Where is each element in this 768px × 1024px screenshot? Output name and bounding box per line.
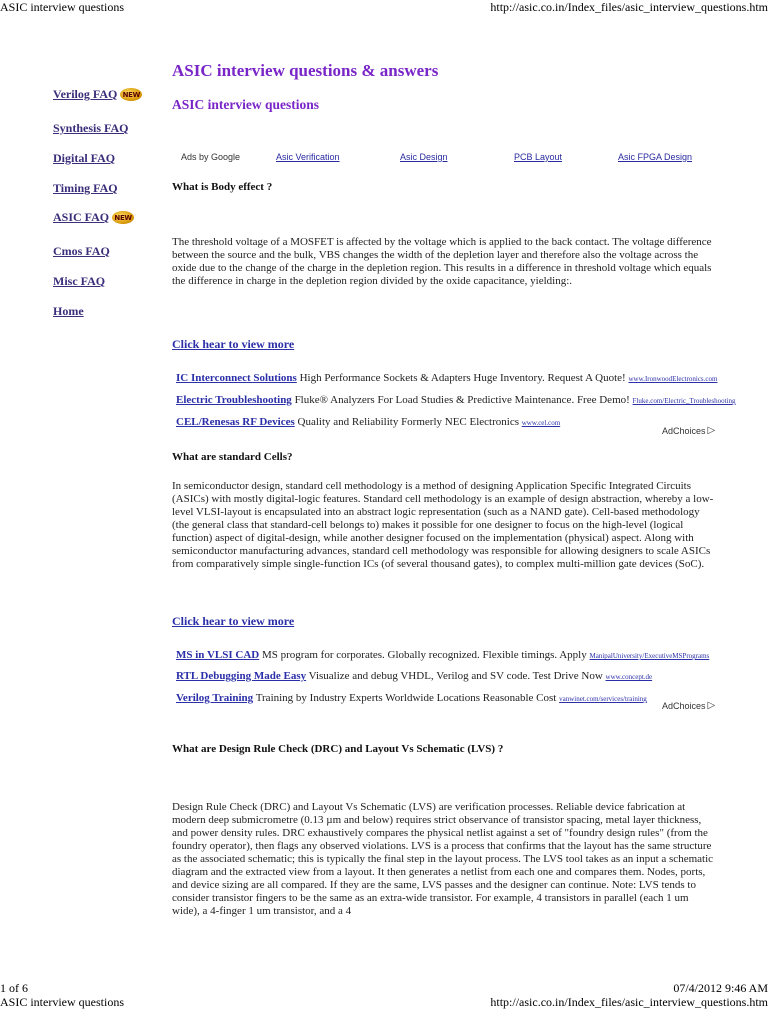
nav-link-digital-faq[interactable]: Digital FAQ [53, 151, 116, 165]
nav-link-synthesis-faq[interactable]: Synthesis FAQ [53, 121, 129, 135]
question-heading: What is Body effect ? [172, 181, 273, 193]
ads-bar-link[interactable]: Asic Verification [276, 152, 340, 162]
adchoices-label: AdChoices [662, 425, 706, 436]
nav-item-synthesis-faq [53, 121, 128, 136]
nav-item-digital-faq [53, 151, 115, 166]
question-heading: What are standard Cells? [172, 451, 293, 463]
ads-bar-link[interactable]: Asic Design [400, 152, 448, 162]
nav-item-cmos-faq [53, 244, 110, 259]
ads-bar-link[interactable]: Asic FPGA Design [618, 152, 693, 162]
nav-link-asic-faq[interactable]: ASIC FAQ [53, 210, 110, 224]
ad-text: MS program for corporates. Globally recognized. Flexible timings. Apply [262, 649, 587, 661]
page-subtitle: ASIC interview questions [172, 97, 320, 112]
print-footer-page: 1 of 6 [0, 981, 28, 995]
ad-title-link[interactable]: RTL Debugging Made Easy [176, 670, 307, 682]
ad-text: Visualize and debug VHDL, Verilog and SV code. Test Drive Now [308, 670, 603, 682]
nav-item-misc-faq [53, 274, 105, 289]
nav-link-cmos-faq[interactable]: Cmos FAQ [53, 244, 110, 258]
ads-bar-label: Ads by Google [181, 152, 241, 162]
ad-url-link[interactable]: www.cel.com [521, 419, 561, 427]
nav-item-verilog-faq [53, 87, 142, 102]
ad-line [176, 416, 560, 428]
ad-title-link[interactable]: Electric Troubleshooting [176, 394, 292, 406]
nav-link-verilog-faq[interactable]: Verilog FAQ [53, 87, 118, 101]
ad-text: Training by Industry Experts Worldwide Locations Reasonable Cost [255, 692, 557, 704]
ad-line [176, 692, 647, 704]
print-footer-datetime: 07/4/2012 9:46 AM [673, 981, 768, 995]
new-badge-icon: NEW [112, 211, 134, 224]
adchoices[interactable] [662, 700, 715, 711]
answer-paragraph: The threshold voltage of a MOSFET is affected by the voltage which is applied to the back contact. The voltage difference between the source and the bulk, VBS changes the width of the depletion layer and therefore also the voltage across the oxide due to the change of the charge in the depletion region. This results in a difference in threshold voltage which equals the difference in charge in the depletion region divided by the oxide capacitance, yielding:. [172, 236, 712, 287]
adchoices-triangle-icon: ▷ [707, 700, 716, 711]
ad-title-link[interactable]: IC Interconnect Solutions [176, 372, 297, 384]
ad-title-link[interactable]: MS in VLSI CAD [176, 649, 260, 661]
print-header-title: ASIC interview questions [0, 0, 124, 14]
print-header-url: http://asic.co.in/Index_files/asic_interview_questions.htm [490, 0, 768, 14]
ad-text: Quality and Reliability Formerly NEC Electronics [297, 416, 519, 428]
nav-link-timing-faq[interactable]: Timing FAQ [53, 181, 118, 195]
ads-bar [172, 152, 732, 162]
question-heading: What are Design Rule Check (DRC) and Layout Vs Schematic (LVS) ? [172, 743, 504, 755]
print-footer-url: http://asic.co.in/Index_files/asic_interview_questions.htm [490, 995, 768, 1009]
ad-block [172, 372, 736, 432]
adchoices-label: AdChoices [662, 700, 706, 711]
ad-url-link[interactable]: ManipalUniversity/ExecutiveMSPrograms [589, 652, 710, 660]
page-title: ASIC interview questions & answers [172, 61, 439, 80]
new-badge-icon: NEW [120, 88, 142, 101]
nav-item-timing-faq [53, 181, 118, 196]
ad-line [176, 670, 652, 682]
print-footer-title: ASIC interview questions [0, 995, 124, 1009]
nav-item-asic-faq [53, 210, 134, 225]
ad-url-link[interactable]: www.IronwoodElectronics.com [628, 375, 718, 383]
nav-link-misc-faq[interactable]: Misc FAQ [53, 274, 106, 288]
ad-url-link[interactable]: www.concept.de [605, 673, 653, 681]
ad-text: High Performance Sockets & Adapters Huge Inventory. Request A Quote! [299, 372, 626, 384]
ad-text: Fluke® Analyzers For Load Studies & Predictive Maintenance. Free Demo! [294, 394, 630, 406]
ad-url-link[interactable]: vanwinet.com/services/training [559, 695, 647, 703]
ad-url-link[interactable]: Fluke.com/Electric_Troubleshooting [632, 397, 736, 405]
adchoices[interactable] [662, 425, 715, 436]
view-more-link[interactable]: Click hear to view more [172, 337, 295, 351]
nav-link-home[interactable]: Home [53, 304, 84, 318]
ad-line [176, 394, 736, 406]
ad-block [172, 649, 718, 709]
ad-title-link[interactable]: CEL/Renesas RF Devices [176, 416, 295, 428]
ad-title-link[interactable]: Verilog Training [176, 692, 254, 704]
ad-line [176, 372, 717, 384]
view-more-link[interactable]: Click hear to view more [172, 614, 295, 628]
ads-bar-link[interactable]: PCB Layout [514, 152, 563, 162]
answer-paragraph: In semiconductor design, standard cell methodology is a method of designing Application Specific Integrated Circuits (ASICs) with mostly digital-logic features. Standard cell methodology is an example of design abstraction, whereby a low-level VLSI-layout is encapsulated into an abstract logic representation (such as a NAND gate). Cell-based methodology (the general class that standard-cell belongs to) makes it possible for one designer to focus on the high-level (logical function) aspect of digital-design, while another designer focused on the implementation (physical) aspect. Along with semiconductor manufacturing advances, standard cell methodology was responsible for allowing designers to scale ASICs from comparatively simple single-function ICs (of several thousand gates), to complex multi-million gate devices (SoC). [172, 480, 714, 570]
adchoices-triangle-icon: ▷ [707, 425, 716, 436]
nav-item-home [53, 304, 84, 319]
ad-line [176, 649, 709, 661]
answer-paragraph: Design Rule Check (DRC) and Layout Vs Schematic (LVS) are verification processes. Reliable device fabrication at modern deep submicrometre (0.13 µm and below) requires strict observance of transistor spacing, metal layer thickness, and power density rules. DRC exhaustively compares the physical netlist against a set of "foundry design rules" (from the foundry operator), then flags any observed violations. LVS is a process that confirms that the layout has the same structure as the associated schematic; this is typically the final step in the layout process. The LVS tool takes as an input a schematic diagram and the extracted view from a layout. It then generates a netlist from each one and compares them. Nodes, ports, and device sizing are all compared. If they are the same, LVS passes and the designer can continue. Note: LVS tends to consider transistor fingers to be the same as an extra-wide transistor. For example, 4 transistors in parallel (each 1 um wide), a 4-finger 1 um transistor, and a 4 [172, 801, 714, 917]
